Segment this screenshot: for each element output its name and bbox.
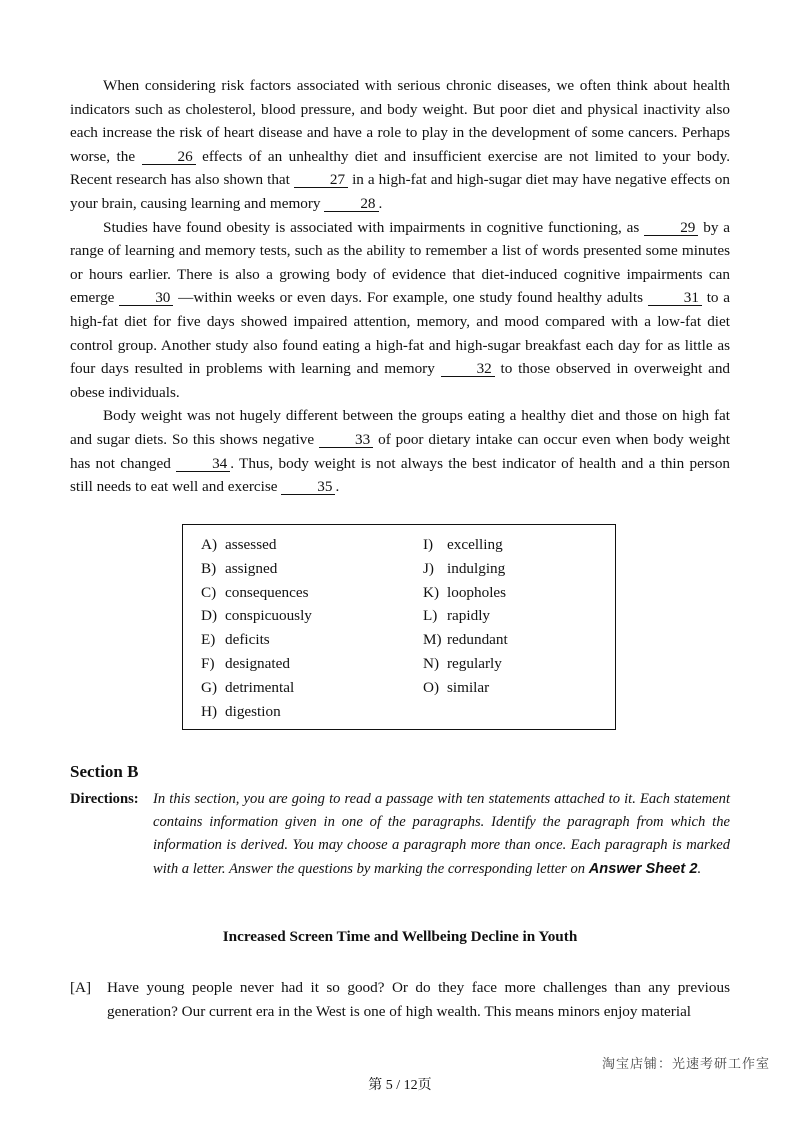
word-option: J) indulging (423, 559, 506, 577)
directions-text: In this section, you are going to read a passage with ten statements attached to it. Each statement contains information given in one of the paragraphs. Identify the paragraph from which the information is derived. You may choose a paragraph more than once. Each paragraph is marked with a letter. Answer the questions by marking the corresponding letter on Answer Sheet 2. (153, 791, 730, 877)
paragraph-letter: [A] (70, 979, 92, 996)
passage-paragraph-1: When considering risk factors associated with serious chronic diseases, we often think about health indicators such as cholesterol, blood pressure, and body weight. But poor diet and physical inactivity also each increase the risk of heart disease and have a role to play in the development of some cancers. Perhaps worse, the 26 effects of an unhealthy diet and insufficient exercise are not limited to your body. Recent research has also shown that 27 in a high-fat and high-sugar diet may have negative effects on your brain, causing learning and memory 28 . (70, 77, 731, 212)
directions-label: Directions: (70, 791, 139, 807)
word-option: B) assigned (201, 559, 278, 577)
word-option: D) conspicuously (201, 607, 312, 625)
word-option: M) redundant (423, 631, 508, 649)
passage-paragraph-3: Body weight was not hugely different between the groups eating a healthy diet and those on high fat and sugar diets. So this shows negative 33 of poor dietary intake can occur even when body weight has not changed 34 . Thus, body weight is not always the best indicator of health and a thin person still needs to eat well and exercise 35 . (70, 407, 731, 496)
answer-sheet-label: Answer Sheet 2 (588, 860, 698, 877)
passage-paragraph-2: Studies have found obesity is associated with impairments in cognitive functioning, as 29 by a range of learning and memory tests, such as the ability to remember a list of words presented some minutes or hours earlier. There is also a growing body of evidence that diet-induced cognitive impairments can emerge 30 —within weeks or even days. For example, one study found healthy adults 31 to a high-fat diet for five days showed impaired attention, memory, and mood compared with a low-fat diet control group. Another study also found eating a high-fat and high-sugar breakfast each day for as little as four days resulted in problems with learning and memory 32 to those observed in overweight and obese individuals. (70, 218, 731, 401)
word-bank (182, 524, 616, 730)
blank-32: 32 (441, 361, 495, 377)
blank-27: 27 (294, 172, 348, 188)
word-bank-left-column (201, 533, 312, 723)
blank-29: 29 (644, 220, 698, 236)
shop-watermark: 淘宝店铺：光速考研工作室 (601, 1057, 770, 1072)
word-option: I) excelling (423, 536, 503, 553)
blank-28: 28 (324, 196, 378, 212)
word-option: E) deficits (201, 631, 270, 649)
word-option: F) designated (201, 654, 290, 672)
blank-26: 26 (142, 149, 196, 165)
word-option: C) consequences (201, 583, 309, 601)
cloze-passage (70, 74, 730, 499)
word-option: H) digestion (201, 702, 281, 720)
blank-33: 33 (319, 432, 373, 448)
word-option: A) assessed (201, 536, 277, 553)
word-option: O) similar (423, 678, 490, 696)
word-option: N) regularly (423, 654, 502, 672)
section-b-title: Section B (70, 762, 139, 781)
word-option: K) loopholes (423, 583, 507, 601)
section-b-directions (70, 788, 730, 881)
word-bank-right-column (423, 533, 508, 700)
paragraph-a (70, 976, 730, 1023)
blank-30: 30 (119, 290, 173, 306)
page-number: 第 5 / 12页 (368, 1078, 432, 1093)
blank-35: 35 (281, 479, 335, 495)
reading-passage-title: Increased Screen Time and Wellbeing Decline in Youth (222, 928, 578, 945)
blank-34: 34 (176, 456, 230, 472)
blank-31: 31 (648, 290, 702, 306)
paragraph-text: Have young people never had it so good? Or do they face more challenges than any previous generation? Our current era in the West is one of high wealth. This means minors enjoy material (107, 979, 730, 1020)
word-option: L) rapidly (423, 607, 491, 625)
word-option: G) detrimental (201, 678, 295, 696)
